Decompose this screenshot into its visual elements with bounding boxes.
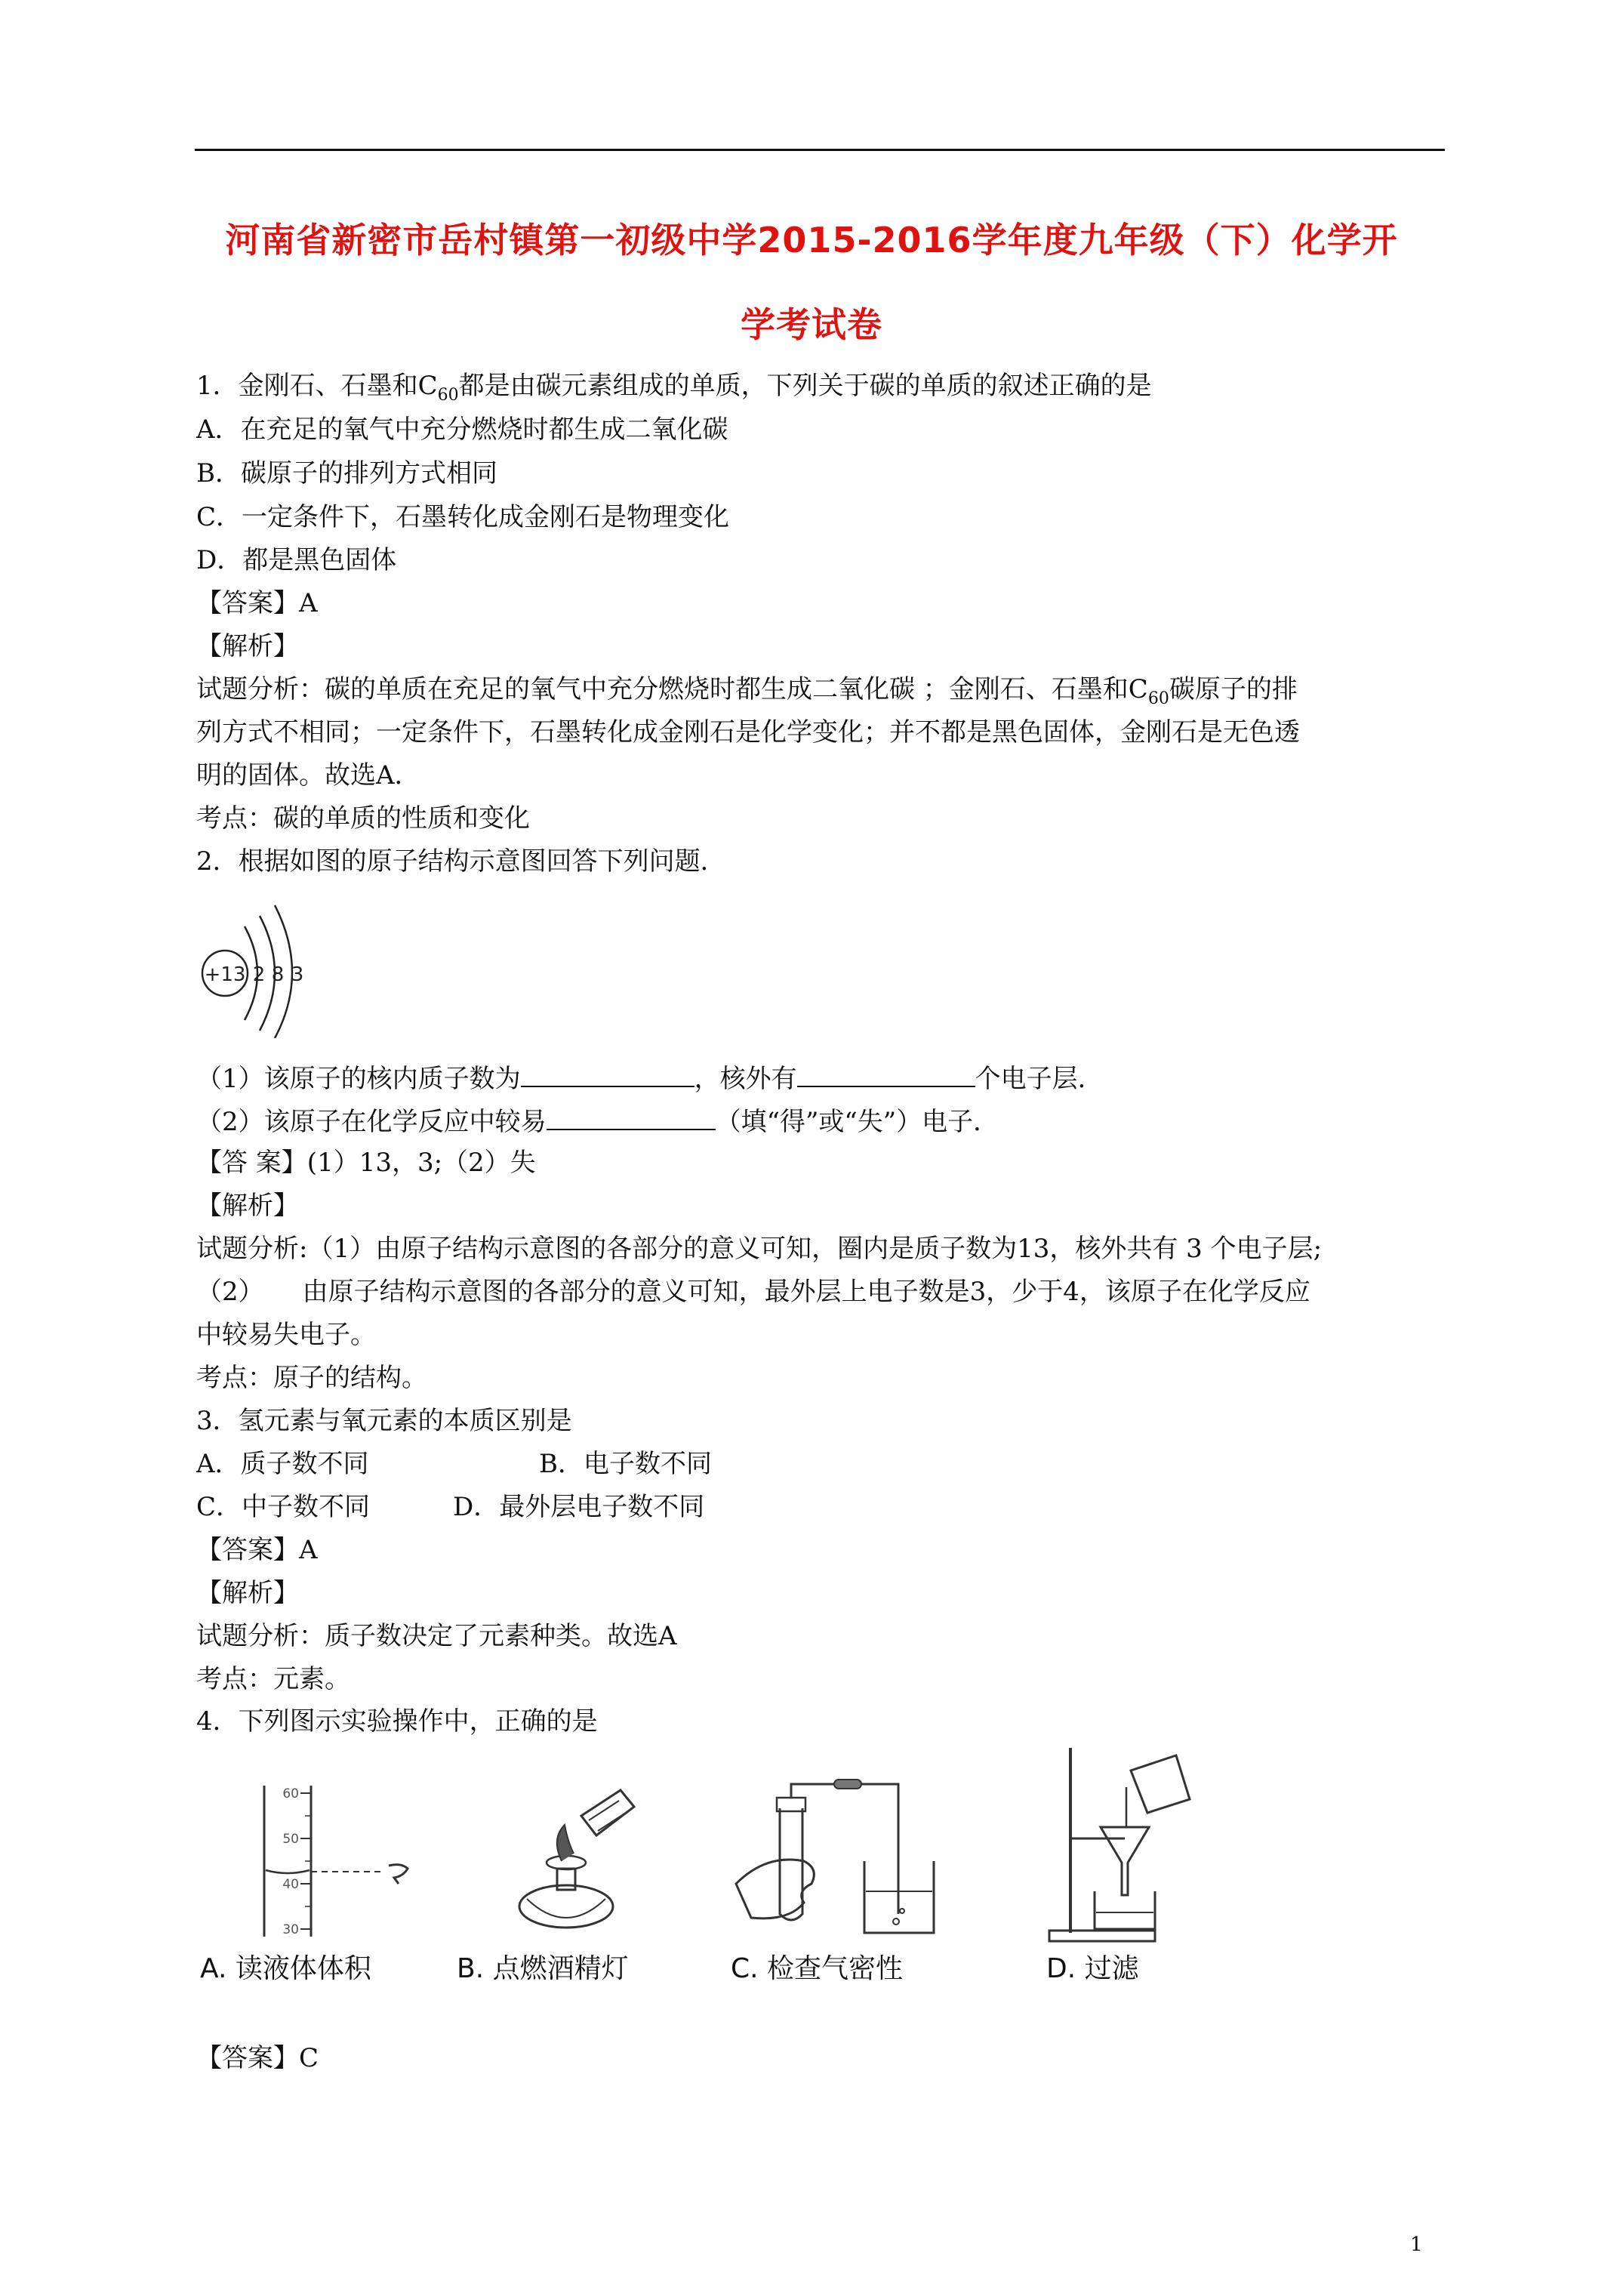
tick-label-40: 40 — [282, 1877, 299, 1892]
nucleus-charge: +13 — [204, 963, 246, 986]
q3-stem: 3．氢元素与氧元素的本质区别是 — [196, 1406, 572, 1436]
test-tube — [780, 1808, 802, 1920]
q2-answer: 【答 案】(1）13，3;（2）失 — [196, 1148, 536, 1178]
caption-c: C. 检查气密性 — [731, 1953, 904, 1984]
delivery-tube — [791, 1784, 898, 1914]
caption-d: D. 过滤 — [1046, 1953, 1139, 1984]
q2-stem: 2．根据如图的原子结构示意图回答下列问题． — [196, 846, 726, 877]
shell-3-count: 3 — [291, 963, 304, 986]
q1-answer: 【答案】A — [196, 588, 318, 618]
caption-b: B. 点燃酒精灯 — [457, 1953, 629, 1984]
lamp-body — [519, 1885, 613, 1928]
q2-analysis-line3: 中较易失电子。 — [196, 1320, 376, 1350]
q2-analysis-line1: 试题分析:（1）由原子结构示意图的各部分的意义可知，圈内是质子数为13，核外共有 3 个电子层; — [196, 1234, 1323, 1264]
lamp-neck — [557, 1869, 575, 1890]
q2-sub2: （2）该原子在化学反应中较易 （填“得”或“失”）电子． — [196, 1103, 999, 1139]
q1-stem: 1．金刚石、石墨和$C_{60}$都是由碳元素组成的单质，下列关于碳的单质的叙述正确的是 — [196, 371, 1152, 405]
q2-analysis-label: 【解析】 — [196, 1191, 299, 1221]
pouring-beaker — [1131, 1755, 1190, 1813]
q3-option-c: C．中子数不同 — [196, 1492, 371, 1522]
q3-answer: 【答案】A — [196, 1535, 318, 1565]
tick-label-50: 50 — [282, 1832, 299, 1847]
eye-icon — [389, 1865, 408, 1884]
graduated-cylinder-figure — [226, 1771, 423, 1944]
page-number: 1 — [1410, 2233, 1423, 2256]
proton-count-blank[interactable] — [521, 1060, 694, 1087]
q1-analysis-label: 【解析】 — [196, 631, 299, 661]
q1-option-b: B．碳原子的排列方式相同 — [196, 458, 497, 488]
airtightness-check-figure — [721, 1771, 947, 1944]
q1-point: 考点：碳的单质的性质和变化 — [196, 803, 530, 834]
tick-label-30: 30 — [282, 1922, 299, 1937]
stopper — [777, 1798, 805, 1811]
header-rule — [195, 149, 1445, 151]
q1-option-a: A．在充足的氧气中充分燃烧时都生成二氧化碳 — [196, 415, 728, 445]
q1-analysis-line3: 明的固体。故选A． — [196, 760, 420, 791]
bubble — [893, 1918, 899, 1925]
paper-title-line1: 河南省新密市岳村镇第一初级中学2015-2016学年度九年级（下）化学开 — [225, 220, 1398, 260]
gain-lose-blank[interactable] — [547, 1103, 716, 1130]
receiving-beaker — [1095, 1891, 1155, 1929]
q1-analysis-line1: 试题分析：碳的单质在充足的氧气中充分燃烧时都生成二氧化碳 ；金刚石、石墨和$C_{60}$碳原子的排 — [196, 674, 1298, 708]
q2-analysis-line2: （2） 由原子结构示意图的各部分的意义可知，最外层上电子数是3，少于4，该原子在化学反应 — [196, 1277, 1310, 1307]
liquid-meniscus — [266, 1870, 310, 1873]
atom-structure-diagram — [195, 895, 316, 1038]
q2-sub1: （1）该原子的核内质子数为 ，核外有 个电子层． — [196, 1060, 1104, 1096]
filtration-figure — [1042, 1740, 1238, 1944]
q4-answer: 【答案】C — [196, 2043, 319, 2073]
stand-base — [1049, 1931, 1155, 1941]
q1-option-c: C．一定条件下，石墨转化成金刚石是物理变化 — [196, 502, 730, 532]
shell-1-count: 2 — [252, 963, 266, 986]
paper-title-line2: 学考试卷 — [741, 304, 882, 345]
tick-label-60: 60 — [282, 1786, 299, 1801]
alcohol-lamp-figure — [498, 1778, 649, 1944]
q3-option-a: A．质子数不同 — [196, 1449, 369, 1479]
q4-stem: 4．下列图示实验操作中，正确的是 — [196, 1706, 598, 1737]
rubber-connector — [834, 1780, 861, 1789]
q1-option-d: D．都是黑色固体 — [196, 545, 397, 575]
q2-point: 考点：原子的结构。 — [196, 1363, 427, 1393]
caption-a: A. 读液体体积 — [200, 1953, 371, 1984]
q1-analysis-line2: 列方式不相同；一定条件下，石墨转化成金刚石是化学变化；并不都是黑色固体，金刚石是无色透 — [196, 717, 1300, 747]
q3-point: 考点：元素。 — [196, 1664, 350, 1694]
q3-analysis-label: 【解析】 — [196, 1578, 299, 1608]
q3-analysis: 试题分析：质子数决定了元素种类。故选A — [196, 1621, 677, 1651]
q3-option-d: D．最外层电子数不同 — [453, 1492, 705, 1522]
shell-count-blank[interactable] — [797, 1060, 975, 1087]
q3-option-b: B．电子数不同 — [539, 1449, 712, 1479]
shell-2-count: 8 — [271, 963, 285, 986]
